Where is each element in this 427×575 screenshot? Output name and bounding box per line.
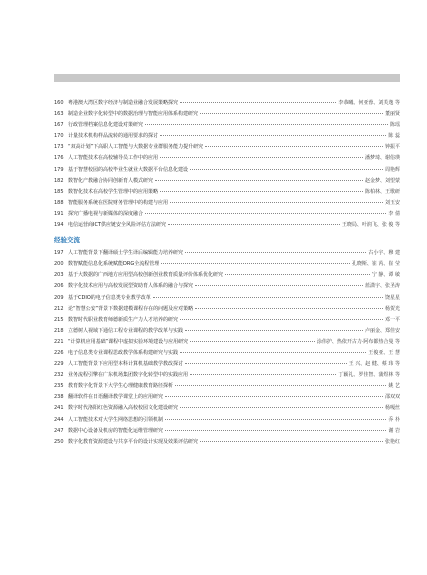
toc-article-title: 数字时代洛阳红色资源融入高校校园文化建设研究 bbox=[68, 405, 179, 412]
toc-page-number: 229 bbox=[54, 361, 64, 368]
toc-article-title: 电子信息类专业课程思政教学体系构建研究与实践 bbox=[68, 349, 179, 356]
toc-author: 饶星星 bbox=[384, 294, 400, 301]
toc-author: 宁 静、谭 敏 bbox=[371, 272, 400, 279]
toc-entry[interactable] bbox=[54, 370, 400, 381]
toc-article-title: 人工智能技术对大学生网络思想的引领机制 bbox=[68, 416, 164, 423]
toc-author: 姚 艺 bbox=[388, 383, 400, 390]
toc-entry[interactable] bbox=[54, 392, 400, 403]
toc-dot-leader bbox=[153, 297, 383, 298]
toc-article-title: 数字化教育资源建设与共享平台的设计实现及效果评估研究 bbox=[68, 438, 199, 445]
toc-page-number: 218 bbox=[54, 327, 64, 334]
toc-entry[interactable] bbox=[54, 165, 400, 176]
toc-author: 邓一平 bbox=[384, 316, 400, 323]
toc-entry[interactable] bbox=[54, 98, 400, 109]
toc-dot-leader bbox=[145, 213, 386, 214]
toc-page-number: 163 bbox=[54, 111, 64, 118]
toc-page-number: 203 bbox=[54, 272, 64, 279]
toc-article-title: 数智时代职业教育师德新质生产力人才培养的研究 bbox=[68, 316, 179, 323]
toc-author: 孔晓斯、崔 芮、崔 莹 bbox=[351, 261, 400, 268]
toc-dot-leader bbox=[161, 263, 350, 264]
toc-article-title: 粤港澳大湾区数字经济与制造业融合发展策略探究 bbox=[68, 100, 179, 106]
toc-entry[interactable] bbox=[54, 281, 400, 292]
toc-article-title: “双高计划”下高职人工智能与大数据专业群服务能力提升研究 bbox=[68, 144, 204, 151]
toc-entry[interactable] bbox=[54, 109, 400, 120]
toc-entry[interactable] bbox=[54, 293, 400, 304]
toc-article-title: 人工智能背景下应用型本科计算机基础教学教改探讨 bbox=[68, 361, 184, 368]
toc-page-number: 209 bbox=[54, 294, 64, 301]
toc-dot-leader bbox=[190, 374, 336, 375]
toc-author: 王晓局、叶润飞、张 俊 等 bbox=[341, 222, 400, 229]
toc-page-number: 170 bbox=[54, 133, 64, 140]
toc-author: 刘玉安 bbox=[384, 199, 400, 206]
toc-page-number: 173 bbox=[54, 144, 64, 151]
toc-dot-leader bbox=[185, 330, 363, 331]
toc-article-title: 论“智慧公安”背景下数据建模课程存在的问题及应对策略 bbox=[68, 305, 194, 312]
toc-author: 陈柏林、王歌研 bbox=[364, 188, 400, 195]
toc-author: 陈 蕊 bbox=[388, 133, 400, 140]
toc-author: 杨贺光 bbox=[384, 305, 400, 312]
toc-page-number: 182 bbox=[54, 177, 64, 184]
toc-dot-leader bbox=[165, 396, 383, 397]
toc-entry[interactable] bbox=[54, 142, 400, 153]
toc-author: 周艳辉 bbox=[384, 166, 400, 173]
toc-author: 王 兴、赵 健、蔡 玮 等 bbox=[348, 361, 400, 368]
toc-entry[interactable] bbox=[54, 403, 400, 414]
toc-entry[interactable] bbox=[54, 326, 400, 337]
toc-author: 李 倩 bbox=[388, 210, 400, 217]
toc-entry[interactable] bbox=[54, 176, 400, 187]
toc-article-title: 人工智能技术在高校辅导员工作中的应用 bbox=[68, 155, 159, 162]
toc-page-number: 206 bbox=[54, 283, 64, 290]
toc-dot-leader bbox=[168, 224, 340, 225]
toc-author: 赵金梦、刘望蒙 bbox=[364, 177, 400, 184]
toc-dot-leader bbox=[225, 274, 370, 275]
toc-entry[interactable] bbox=[54, 415, 400, 426]
toc-entry[interactable] bbox=[54, 187, 400, 198]
toc-article-title: 基于智慧校园的高校毕业生就业大数据平台信息化建设 bbox=[68, 166, 189, 173]
toc-article-title: 电信运营商ICT供应链安全风险评估方法研究 bbox=[68, 222, 167, 229]
toc-page-number: 194 bbox=[54, 222, 64, 229]
toc-entry[interactable] bbox=[54, 359, 400, 370]
toc-entry[interactable] bbox=[54, 259, 400, 270]
toc-dot-leader bbox=[185, 363, 347, 364]
toc-author: 谢 岩 bbox=[388, 427, 400, 434]
toc-author: 邵双双 bbox=[384, 394, 400, 401]
toc-dot-leader bbox=[200, 113, 383, 114]
toc-dot-leader bbox=[160, 135, 386, 136]
table-of-contents bbox=[54, 98, 400, 448]
toc-dot-leader bbox=[175, 385, 386, 386]
toc-article-title: 行政管理档案信息化建设对策研究 bbox=[68, 122, 144, 129]
toc-author: 王俊亚、王 慧 bbox=[368, 349, 400, 356]
toc-dot-leader bbox=[165, 419, 386, 420]
toc-dot-leader bbox=[160, 191, 363, 192]
toc-entry[interactable] bbox=[54, 381, 400, 392]
toc-entry[interactable] bbox=[54, 348, 400, 359]
toc-author: 潘梦琦、谢俗瑛 bbox=[364, 155, 400, 162]
toc-entry[interactable] bbox=[54, 304, 400, 315]
toc-section-experience bbox=[54, 248, 400, 448]
toc-dot-leader bbox=[160, 157, 363, 158]
toc-dot-leader bbox=[200, 441, 383, 442]
toc-dot-leader bbox=[205, 146, 383, 147]
toc-dot-leader bbox=[190, 169, 383, 170]
toc-entry[interactable] bbox=[54, 437, 400, 448]
toc-page-number: 179 bbox=[54, 166, 64, 173]
toc-dot-leader bbox=[155, 180, 363, 181]
toc-author: 丁颖礼、罗佳智、蒲煜林 等 bbox=[338, 372, 400, 379]
toc-page-number: 241 bbox=[54, 405, 64, 412]
toc-author: 卢丽金、郑佳安 bbox=[364, 327, 400, 334]
toc-article-title: 探究广播电视与新媒体的深度融合 bbox=[68, 210, 144, 217]
toc-article-title: 翻译软件在日语翻译教学课堂上的应用研究 bbox=[68, 394, 164, 401]
toc-article-title: 立德树人视域下通信工程专业课程的教学改革与实践 bbox=[68, 327, 184, 334]
toc-page-number: 238 bbox=[54, 394, 64, 401]
toc-dot-leader bbox=[180, 102, 336, 103]
toc-dot-leader bbox=[185, 252, 366, 253]
toc-entry[interactable] bbox=[54, 337, 400, 348]
toc-author: 杨嘎丝 bbox=[384, 405, 400, 412]
toc-author: 钟振平 bbox=[384, 144, 400, 151]
toc-article-title: “计算机应用基础”课程中虚拟实验环境建设与应用研究 bbox=[68, 338, 189, 345]
toc-page-number: 191 bbox=[54, 210, 64, 217]
toc-page-number: 235 bbox=[54, 383, 64, 390]
toc-entry[interactable] bbox=[54, 270, 400, 281]
toc-page-number: 232 bbox=[54, 372, 64, 379]
toc-section-research bbox=[54, 98, 400, 231]
toc-page-number: 176 bbox=[54, 155, 64, 162]
toc-article-title: 数智赋能信息化系统赋能DRG全流程管理 bbox=[68, 261, 160, 268]
header-divider-bar bbox=[54, 74, 400, 82]
toc-page-number: 160 bbox=[54, 100, 64, 106]
toc-dot-leader bbox=[180, 352, 366, 353]
toc-article-title: 数字化技术应用与高校发展型资助育人体系的融合与探究 bbox=[68, 283, 194, 290]
toc-page-number: 226 bbox=[54, 349, 64, 356]
toc-page-number: 247 bbox=[54, 427, 64, 434]
toc-article-title: 基于大数据的广西地方应用型高校创新创业教育质量评价体系优化研究 bbox=[68, 272, 224, 279]
toc-page-number: 215 bbox=[54, 316, 64, 323]
toc-article-title: 教育数字化背景下大学生心理健康教育路径探析 bbox=[68, 383, 174, 390]
toc-article-title: 数智化产教融合协同创新育人模式研究 bbox=[68, 177, 154, 184]
toc-entry[interactable] bbox=[54, 248, 400, 259]
toc-dot-leader bbox=[180, 319, 383, 320]
toc-page-number: 197 bbox=[54, 250, 64, 257]
toc-page-number: 244 bbox=[54, 416, 64, 423]
toc-dot-leader bbox=[190, 341, 315, 342]
toc-article-title: 数据中心设备及机房的智能化运维管理研究 bbox=[68, 427, 164, 434]
toc-entry[interactable] bbox=[54, 315, 400, 326]
toc-article-title: 制造企业数字化转型中的数据治理与智能应用体系构建研究 bbox=[68, 111, 199, 118]
toc-page-number: 212 bbox=[54, 305, 64, 312]
toc-article-title: 智能服务系统在医院财务管理中的构建与应用 bbox=[68, 199, 169, 206]
toc-page-number: 200 bbox=[54, 261, 64, 268]
toc-author: 董丽贤 bbox=[384, 111, 400, 118]
toc-article-title: 数智化技术在高校学生管理中的应用策略 bbox=[68, 188, 159, 195]
toc-page-number: 185 bbox=[54, 188, 64, 195]
toc-entry[interactable] bbox=[54, 131, 400, 142]
toc-page-number: 221 bbox=[54, 338, 64, 345]
toc-article-title: 业务流程引擎在广东机场集团数字化转型中的实践应用 bbox=[68, 372, 189, 379]
toc-dot-leader bbox=[195, 308, 383, 309]
toc-article-title: 计量技术机构样品流转的通用要求的探讨 bbox=[68, 133, 159, 140]
toc-author: 张艳红 bbox=[384, 438, 400, 445]
toc-author: 涂伟护、热依开古力·阿布都热合曼 等 bbox=[316, 338, 400, 345]
toc-entry[interactable] bbox=[54, 153, 400, 164]
toc-author: 乔 朴 bbox=[388, 416, 400, 423]
toc-author: 李恭曦、何亚蓉、刘芙逸 等 bbox=[338, 100, 400, 106]
toc-author: 蓝潇宇、张圣涛 bbox=[364, 283, 400, 290]
toc-article-title: 基于CDIO的电子信息类专业教学改革 bbox=[68, 294, 151, 301]
toc-page-number: 188 bbox=[54, 199, 64, 206]
toc-dot-leader bbox=[165, 430, 386, 431]
toc-entry[interactable] bbox=[54, 426, 400, 437]
toc-dot-leader bbox=[145, 124, 388, 125]
toc-page-number: 167 bbox=[54, 122, 64, 129]
toc-dot-leader bbox=[195, 285, 363, 286]
toc-entry[interactable] bbox=[54, 220, 400, 231]
toc-article-title: 人工智能背景下翻译硕士学生译后编辑能力培养研究 bbox=[68, 250, 184, 257]
section-heading-experience: 经验交流 bbox=[54, 236, 80, 245]
toc-author: 古小宇、穆 建 bbox=[368, 250, 400, 257]
toc-author: 陈瑶 bbox=[389, 122, 400, 129]
toc-dot-leader bbox=[180, 407, 383, 408]
toc-page-number: 250 bbox=[54, 438, 64, 445]
toc-entry[interactable] bbox=[54, 198, 400, 209]
toc-entry[interactable] bbox=[54, 120, 400, 131]
toc-entry[interactable] bbox=[54, 209, 400, 220]
toc-dot-leader bbox=[170, 202, 383, 203]
